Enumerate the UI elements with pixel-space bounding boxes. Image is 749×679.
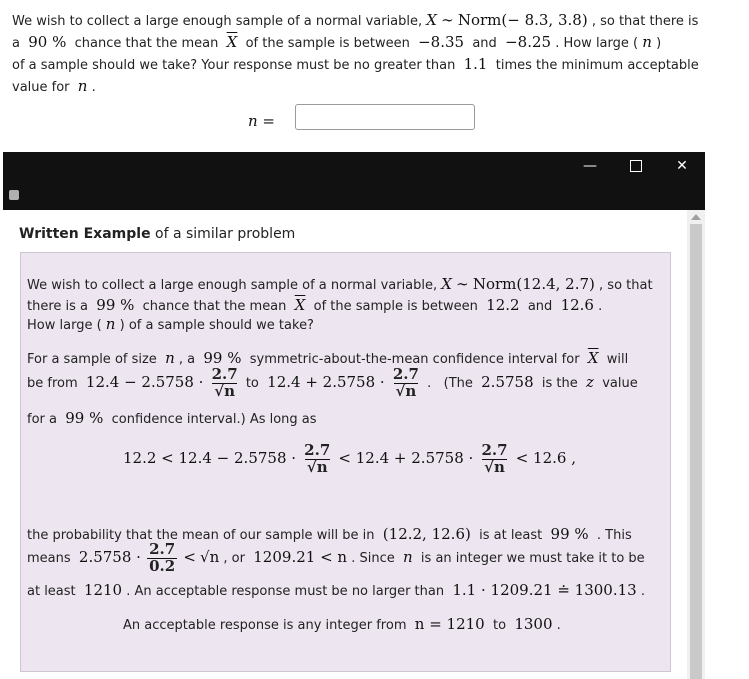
math-n: n xyxy=(642,33,652,51)
text: there is a xyxy=(27,299,89,314)
math-lt: < xyxy=(183,547,196,566)
math-xbar: $\overline{X}$ xyxy=(587,349,599,367)
fraction-numerator: 2.7 xyxy=(481,441,508,459)
example-line xyxy=(27,409,317,427)
maximize-icon xyxy=(630,160,642,172)
question-part: We wish to collect a large enough sample of a normal variable, xyxy=(12,14,423,29)
math-calc: 1.1 · 1209.21 ≐ 1300.13 xyxy=(452,581,637,599)
question-text xyxy=(12,10,722,98)
question-part: , so that there is xyxy=(591,14,699,29)
math-range-start: n = 1210 xyxy=(414,615,485,633)
fraction-denominator: √n xyxy=(214,381,236,400)
question-part: of a sample should we take? Your response must be no greater than xyxy=(12,58,456,73)
sqrt-radicand: n xyxy=(316,457,328,476)
math-z: 2.5758 xyxy=(481,372,534,391)
math-sim: ∼ xyxy=(456,275,469,293)
math-n: n xyxy=(77,77,88,95)
text: of the sample is between xyxy=(313,299,478,314)
question-part: ) xyxy=(656,36,662,51)
text: (The xyxy=(443,375,473,391)
text: means xyxy=(27,550,71,566)
text: . xyxy=(427,375,432,391)
math-range-end: 1300 xyxy=(514,615,553,633)
page-icon xyxy=(9,190,19,200)
text: . xyxy=(556,618,561,633)
math-distribution: Norm(12.4, 2.7) xyxy=(472,275,595,293)
math-upper: −8.25 xyxy=(505,33,552,51)
fraction-numerator: 2.7 xyxy=(392,365,419,383)
math-xbar: $\overline{X}$ xyxy=(294,296,306,314)
text: for a xyxy=(27,412,57,427)
example-line xyxy=(27,542,645,575)
text: , or xyxy=(223,550,245,566)
question-part: value for xyxy=(12,80,70,95)
text: will xyxy=(606,352,629,367)
math-percent: 90 % xyxy=(28,33,67,51)
example-line xyxy=(27,275,653,293)
close-button[interactable]: ✕ xyxy=(676,158,688,174)
text: the probability that the mean of our sample will be in xyxy=(27,528,375,543)
math-inequality: 1209.21 < n xyxy=(253,547,348,566)
text: is the xyxy=(541,375,578,391)
question-part: and xyxy=(472,36,497,51)
math-var: z xyxy=(586,372,594,391)
text: is at least xyxy=(479,528,543,543)
answer-input[interactable] xyxy=(295,104,475,130)
text: , so that xyxy=(599,278,653,293)
example-line xyxy=(27,581,645,599)
sqrt-radicand: n xyxy=(224,381,236,400)
question-part: a xyxy=(12,36,20,51)
text: . An acceptable response must be no larger than xyxy=(126,584,445,599)
example-line xyxy=(27,315,314,333)
text: value xyxy=(602,375,638,391)
math-lower: 12.2 xyxy=(486,296,520,314)
scrollbar[interactable] xyxy=(687,210,705,679)
math-percent: 99 % xyxy=(96,296,135,314)
window-titlebar[interactable] xyxy=(3,152,705,180)
maximize-button[interactable] xyxy=(613,152,659,180)
math-fraction xyxy=(147,542,177,575)
example-line xyxy=(27,525,632,543)
math-expression: 12.4 + 2.5758 · xyxy=(267,372,385,391)
text: . This xyxy=(596,528,632,543)
math-sqrt: √n xyxy=(200,547,220,566)
text: How large ( xyxy=(27,318,102,333)
example-line xyxy=(27,296,602,314)
math-percent: 99 % xyxy=(550,525,589,543)
fraction-numerator: 2.7 xyxy=(304,441,331,459)
math-expression: < 12.4 + 2.5758 · xyxy=(338,448,474,467)
math-expression: 12.4 − 2.5758 · xyxy=(85,372,204,391)
popup-content xyxy=(3,210,687,679)
math-expression: 2.5758 · xyxy=(78,547,141,566)
math-n: n xyxy=(402,547,413,566)
math-distribution: Norm(− 8.3, 3.8) xyxy=(457,11,588,29)
fraction-denominator: √n xyxy=(306,457,328,476)
text: be from xyxy=(27,375,78,391)
heading-bold: Written Example xyxy=(19,226,151,242)
fraction-numerator: 2.7 xyxy=(211,365,238,383)
question-part: . How large ( xyxy=(555,36,639,51)
text: to xyxy=(245,375,259,391)
text: at least xyxy=(27,584,76,599)
example-popup-window xyxy=(3,152,705,679)
example-line xyxy=(27,349,628,367)
example-conclusion xyxy=(123,615,561,633)
sqrt-radicand: n xyxy=(209,547,220,566)
address-bar xyxy=(3,180,705,210)
sqrt-radicand: n xyxy=(493,457,505,476)
text: An acceptable response is any integer from xyxy=(123,618,407,633)
text: to xyxy=(492,618,507,633)
panel-heading xyxy=(19,226,295,242)
math-n: n xyxy=(165,349,175,367)
math-fraction xyxy=(210,367,240,400)
text: We wish to collect a large enough sample of a normal variable, xyxy=(27,278,438,293)
example-inequality xyxy=(123,443,576,476)
math-upper: 12.6 xyxy=(560,296,594,314)
text: and xyxy=(527,299,553,314)
fraction-denominator: √n xyxy=(395,381,417,400)
fraction-denominator: 0.2 xyxy=(149,556,176,575)
math-min: 1210 xyxy=(83,581,123,599)
heading-rest: of a similar problem xyxy=(150,226,296,242)
text: . xyxy=(598,299,603,314)
question-part: . xyxy=(91,80,96,95)
question-part: of the sample is between xyxy=(245,36,410,51)
text: . xyxy=(640,584,645,599)
example-box xyxy=(20,252,671,672)
minimize-button[interactable]: — xyxy=(583,158,597,174)
text: chance that the mean xyxy=(142,299,287,314)
text: is an integer we must take it to be xyxy=(420,550,645,566)
math-var: X xyxy=(441,275,452,293)
math-xbar: $\overline{X}$ xyxy=(226,33,238,51)
fraction-numerator: 2.7 xyxy=(149,540,176,558)
question-part: chance that the mean xyxy=(74,36,219,51)
math-factor: 1.1 xyxy=(463,55,488,73)
scroll-up-arrow-icon[interactable] xyxy=(691,214,701,220)
answer-label: n = xyxy=(248,112,275,130)
text: , a xyxy=(178,352,196,367)
scroll-thumb[interactable] xyxy=(690,224,702,679)
math-n: n xyxy=(105,315,116,333)
math-fraction xyxy=(391,367,421,400)
example-line xyxy=(27,367,638,400)
math-expression: 12.2 < 12.4 − 2.5758 · xyxy=(123,448,297,467)
math-fraction xyxy=(302,443,332,476)
sqrt-radicand: n xyxy=(405,381,417,400)
math-interval: (12.2, 12.6) xyxy=(382,525,471,543)
fraction-denominator: √n xyxy=(484,457,505,476)
math-var: X xyxy=(426,11,437,29)
math-percent: 99 % xyxy=(65,409,104,427)
text: ) of a sample should we take? xyxy=(119,318,314,333)
math-lower: −8.35 xyxy=(418,33,465,51)
text: . Since xyxy=(351,550,395,566)
text: For a sample of size xyxy=(27,352,157,367)
math-expression: < 12.6 , xyxy=(515,448,576,467)
text: symmetric-about-the-mean confidence interval for xyxy=(249,352,580,367)
math-fraction xyxy=(479,443,509,476)
question-part: times the minimum acceptable xyxy=(495,58,699,73)
math-sim: ∼ xyxy=(441,11,454,29)
math-percent: 99 % xyxy=(203,349,242,367)
text: confidence interval.) As long as xyxy=(111,412,317,427)
